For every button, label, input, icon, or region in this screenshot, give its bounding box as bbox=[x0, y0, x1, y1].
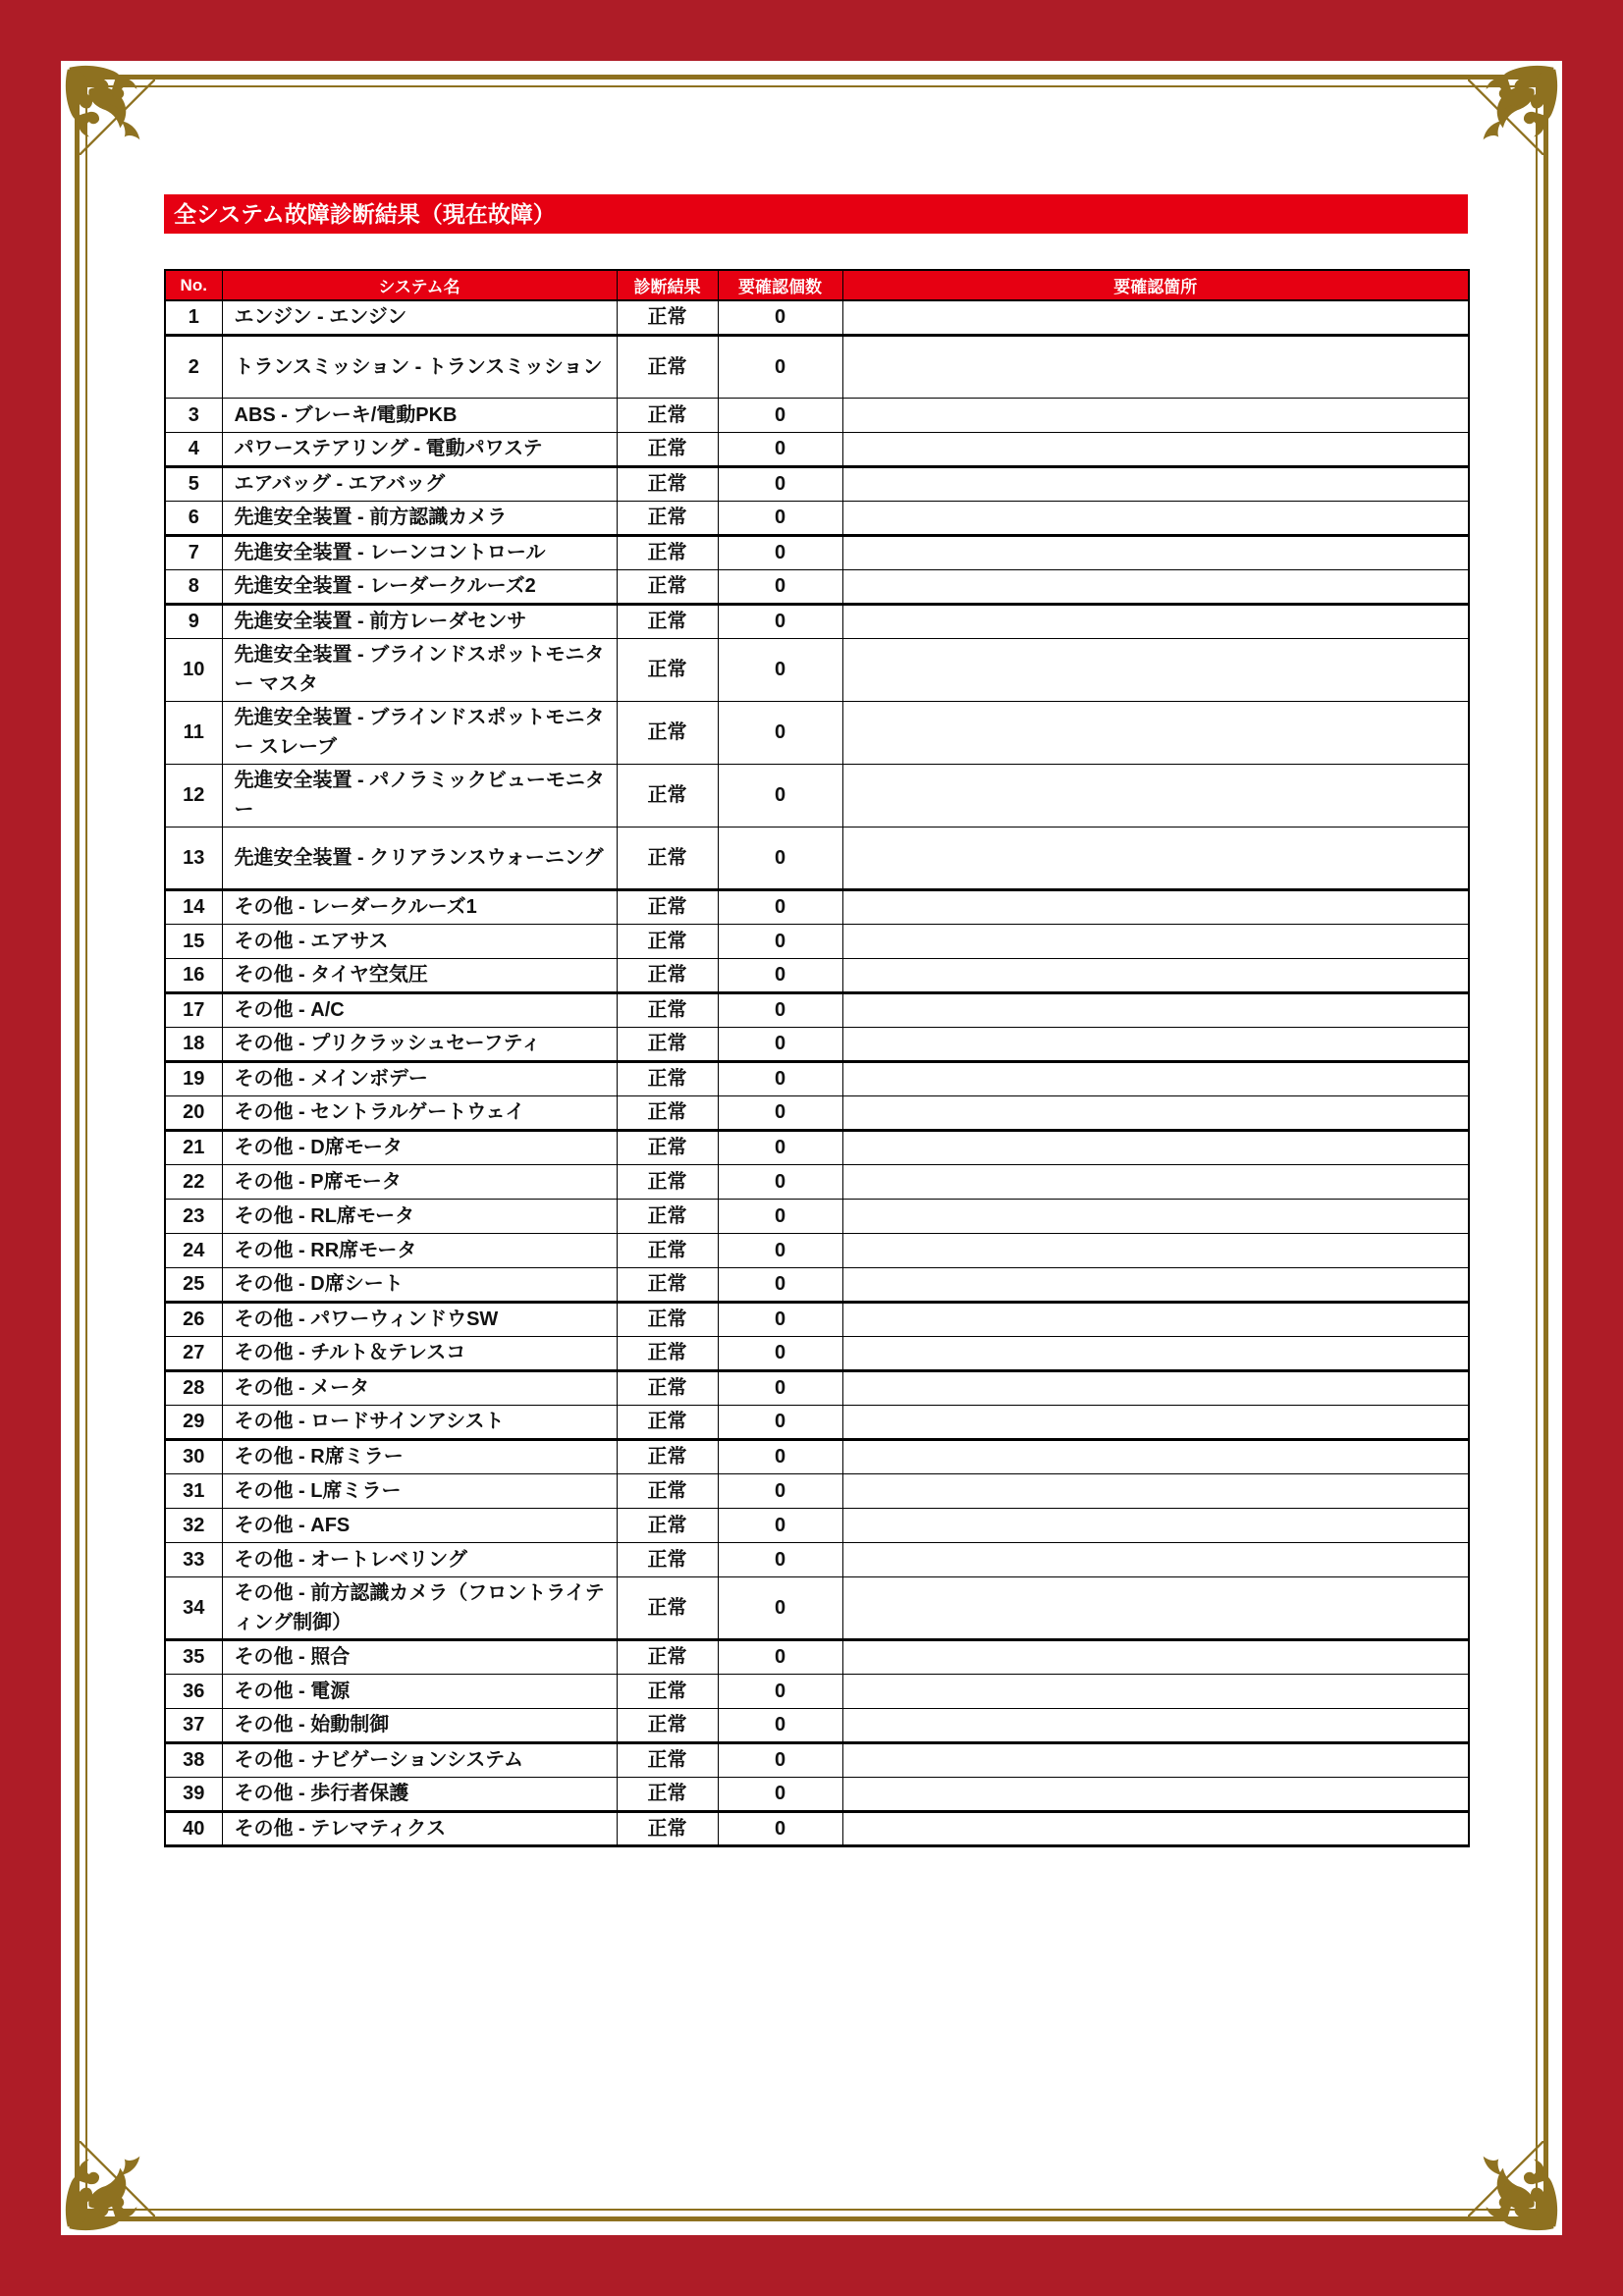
diagnosis-result-cell: 正常 bbox=[617, 1233, 718, 1267]
table-row bbox=[165, 569, 1469, 604]
table-row bbox=[165, 1708, 1469, 1742]
system-name-cell: トランスミッション - トランスミッション bbox=[222, 335, 617, 398]
check-location-cell bbox=[842, 1370, 1469, 1405]
system-name-cell: 先進安全装置 - 前方レーダセンサ bbox=[222, 604, 617, 638]
check-count-cell: 0 bbox=[718, 1811, 842, 1845]
system-name-cell: 先進安全装置 - レーンコントロール bbox=[222, 535, 617, 569]
check-location-cell bbox=[842, 300, 1469, 335]
row-number: 19 bbox=[165, 1061, 222, 1095]
row-number: 26 bbox=[165, 1302, 222, 1336]
check-count-cell: 0 bbox=[718, 1164, 842, 1199]
diagnosis-result-cell: 正常 bbox=[617, 335, 718, 398]
check-count-cell: 0 bbox=[718, 764, 842, 827]
system-name-cell: その他 - タイヤ空気圧 bbox=[222, 958, 617, 992]
check-location-cell bbox=[842, 335, 1469, 398]
table-row bbox=[165, 1777, 1469, 1811]
table-row bbox=[165, 1095, 1469, 1130]
check-count-cell: 0 bbox=[718, 701, 842, 764]
check-location-cell bbox=[842, 889, 1469, 924]
diagnosis-result-cell: 正常 bbox=[617, 300, 718, 335]
check-count-cell: 0 bbox=[718, 1508, 842, 1542]
check-location-cell bbox=[842, 398, 1469, 432]
system-name-cell: パワーステアリング - 電動パワステ bbox=[222, 432, 617, 466]
check-count-cell: 0 bbox=[718, 638, 842, 701]
check-location-cell bbox=[842, 1267, 1469, 1302]
check-location-cell bbox=[842, 992, 1469, 1027]
table-row bbox=[165, 398, 1469, 432]
check-location-cell bbox=[842, 1742, 1469, 1777]
check-count-cell: 0 bbox=[718, 335, 842, 398]
diagnosis-result-cell: 正常 bbox=[617, 958, 718, 992]
row-number: 27 bbox=[165, 1336, 222, 1370]
check-count-cell: 0 bbox=[718, 398, 842, 432]
check-location-cell bbox=[842, 1164, 1469, 1199]
row-number: 38 bbox=[165, 1742, 222, 1777]
table-row bbox=[165, 1061, 1469, 1095]
system-name-cell: その他 - チルト＆テレスコ bbox=[222, 1336, 617, 1370]
check-location-cell bbox=[842, 1199, 1469, 1233]
check-count-cell: 0 bbox=[718, 1542, 842, 1576]
system-name-cell: その他 - D席シート bbox=[222, 1267, 617, 1302]
system-name-cell: その他 - 前方認識カメラ（フロントライティング制御） bbox=[222, 1576, 617, 1639]
row-number: 22 bbox=[165, 1164, 222, 1199]
header-system-name: システム名 bbox=[222, 270, 617, 300]
header-no: No. bbox=[165, 270, 222, 300]
table-row bbox=[165, 1508, 1469, 1542]
table-row bbox=[165, 958, 1469, 992]
check-count-cell: 0 bbox=[718, 1336, 842, 1370]
table-row bbox=[165, 501, 1469, 535]
check-location-cell bbox=[842, 1811, 1469, 1845]
system-name-cell: その他 - R席ミラー bbox=[222, 1439, 617, 1473]
row-number: 35 bbox=[165, 1639, 222, 1674]
system-name-cell: その他 - D席モータ bbox=[222, 1130, 617, 1164]
corner-ornament-top-left bbox=[65, 65, 155, 155]
system-name-cell: 先進安全装置 - ブラインドスポットモニター マスタ bbox=[222, 638, 617, 701]
table-row bbox=[165, 764, 1469, 827]
system-name-cell: 先進安全装置 - ブラインドスポットモニター スレーブ bbox=[222, 701, 617, 764]
system-name-cell: 先進安全装置 - パノラミックビューモニター bbox=[222, 764, 617, 827]
check-count-cell: 0 bbox=[718, 889, 842, 924]
table-row bbox=[165, 1199, 1469, 1233]
check-location-cell bbox=[842, 1061, 1469, 1095]
check-count-cell: 0 bbox=[718, 1639, 842, 1674]
row-number: 33 bbox=[165, 1542, 222, 1576]
check-location-cell bbox=[842, 1336, 1469, 1370]
system-name-cell: その他 - AFS bbox=[222, 1508, 617, 1542]
check-count-cell: 0 bbox=[718, 466, 842, 501]
row-number: 16 bbox=[165, 958, 222, 992]
system-name-cell: その他 - テレマティクス bbox=[222, 1811, 617, 1845]
check-location-cell bbox=[842, 1542, 1469, 1576]
check-count-cell: 0 bbox=[718, 1199, 842, 1233]
table-row bbox=[165, 335, 1469, 398]
diagnosis-result-cell: 正常 bbox=[617, 1508, 718, 1542]
diagnosis-result-cell: 正常 bbox=[617, 1027, 718, 1061]
corner-ornament-top-right bbox=[1468, 65, 1558, 155]
row-number: 10 bbox=[165, 638, 222, 701]
row-number: 40 bbox=[165, 1811, 222, 1845]
check-location-cell bbox=[842, 827, 1469, 889]
system-name-cell: その他 - 照合 bbox=[222, 1639, 617, 1674]
row-number: 17 bbox=[165, 992, 222, 1027]
table-row bbox=[165, 1576, 1469, 1639]
system-name-cell: その他 - パワーウィンドウSW bbox=[222, 1302, 617, 1336]
check-location-cell bbox=[842, 1777, 1469, 1811]
row-number: 12 bbox=[165, 764, 222, 827]
table-row bbox=[165, 1473, 1469, 1508]
row-number: 4 bbox=[165, 432, 222, 466]
row-number: 3 bbox=[165, 398, 222, 432]
system-name-cell: 先進安全装置 - 前方認識カメラ bbox=[222, 501, 617, 535]
header-check-location: 要確認箇所 bbox=[842, 270, 1469, 300]
row-number: 21 bbox=[165, 1130, 222, 1164]
corner-ornament-bottom-left bbox=[65, 2141, 155, 2231]
system-name-cell: その他 - メータ bbox=[222, 1370, 617, 1405]
diagnosis-result-cell: 正常 bbox=[617, 1061, 718, 1095]
table-row bbox=[165, 1164, 1469, 1199]
check-location-cell bbox=[842, 1405, 1469, 1439]
check-count-cell: 0 bbox=[718, 1439, 842, 1473]
check-location-cell bbox=[842, 1130, 1469, 1164]
check-count-cell: 0 bbox=[718, 432, 842, 466]
check-location-cell bbox=[842, 764, 1469, 827]
table-row bbox=[165, 432, 1469, 466]
table-row bbox=[165, 1742, 1469, 1777]
row-number: 31 bbox=[165, 1473, 222, 1508]
table-row bbox=[165, 1542, 1469, 1576]
check-location-cell bbox=[842, 1095, 1469, 1130]
system-name-cell: 先進安全装置 - レーダークルーズ2 bbox=[222, 569, 617, 604]
row-number: 24 bbox=[165, 1233, 222, 1267]
system-name-cell: その他 - RR席モータ bbox=[222, 1233, 617, 1267]
check-count-cell: 0 bbox=[718, 1267, 842, 1302]
check-count-cell: 0 bbox=[718, 1130, 842, 1164]
system-name-cell: その他 - A/C bbox=[222, 992, 617, 1027]
diagnosis-result-cell: 正常 bbox=[617, 1777, 718, 1811]
diagnosis-result-cell: 正常 bbox=[617, 1302, 718, 1336]
diagnosis-result-cell: 正常 bbox=[617, 1439, 718, 1473]
check-count-cell: 0 bbox=[718, 300, 842, 335]
table-row bbox=[165, 1405, 1469, 1439]
table-row bbox=[165, 1027, 1469, 1061]
check-location-cell bbox=[842, 501, 1469, 535]
table-row bbox=[165, 1639, 1469, 1674]
check-location-cell bbox=[842, 535, 1469, 569]
check-count-cell: 0 bbox=[718, 958, 842, 992]
check-location-cell bbox=[842, 1302, 1469, 1336]
check-location-cell bbox=[842, 1233, 1469, 1267]
table-row bbox=[165, 1439, 1469, 1473]
page-title: 全システム故障診断結果（現在故障） bbox=[174, 201, 556, 227]
row-number: 6 bbox=[165, 501, 222, 535]
diagnosis-result-cell: 正常 bbox=[617, 466, 718, 501]
table-row bbox=[165, 924, 1469, 958]
table-row bbox=[165, 1674, 1469, 1708]
row-number: 39 bbox=[165, 1777, 222, 1811]
system-name-cell: ABS - ブレーキ/電動PKB bbox=[222, 398, 617, 432]
check-count-cell: 0 bbox=[718, 535, 842, 569]
check-count-cell: 0 bbox=[718, 1742, 842, 1777]
table-header-row bbox=[165, 270, 1469, 300]
diagnosis-result-cell: 正常 bbox=[617, 924, 718, 958]
check-location-cell bbox=[842, 569, 1469, 604]
table-row bbox=[165, 638, 1469, 701]
row-number: 20 bbox=[165, 1095, 222, 1130]
system-name-cell: 先進安全装置 - クリアランスウォーニング bbox=[222, 827, 617, 889]
check-location-cell bbox=[842, 1674, 1469, 1708]
diagnosis-result-cell: 正常 bbox=[617, 1473, 718, 1508]
check-count-cell: 0 bbox=[718, 1061, 842, 1095]
table-row bbox=[165, 1267, 1469, 1302]
table-row bbox=[165, 1302, 1469, 1336]
system-name-cell: その他 - RL席モータ bbox=[222, 1199, 617, 1233]
diagnosis-result-cell: 正常 bbox=[617, 1576, 718, 1639]
check-location-cell bbox=[842, 432, 1469, 466]
system-name-cell: その他 - セントラルゲートウェイ bbox=[222, 1095, 617, 1130]
row-number: 11 bbox=[165, 701, 222, 764]
row-number: 8 bbox=[165, 569, 222, 604]
diagnosis-result-cell: 正常 bbox=[617, 1095, 718, 1130]
diagnosis-result-cell: 正常 bbox=[617, 1370, 718, 1405]
check-location-cell bbox=[842, 1473, 1469, 1508]
diagnosis-result-cell: 正常 bbox=[617, 1336, 718, 1370]
check-count-cell: 0 bbox=[718, 1405, 842, 1439]
check-count-cell: 0 bbox=[718, 501, 842, 535]
check-count-cell: 0 bbox=[718, 924, 842, 958]
diagnosis-result-cell: 正常 bbox=[617, 827, 718, 889]
header-check-count: 要確認個数 bbox=[718, 270, 842, 300]
row-number: 30 bbox=[165, 1439, 222, 1473]
check-location-cell bbox=[842, 1439, 1469, 1473]
diagnosis-result-cell: 正常 bbox=[617, 1674, 718, 1708]
check-location-cell bbox=[842, 958, 1469, 992]
check-location-cell bbox=[842, 1576, 1469, 1639]
system-name-cell: その他 - メインボデー bbox=[222, 1061, 617, 1095]
diagnosis-result-cell: 正常 bbox=[617, 1405, 718, 1439]
diagnosis-result-cell: 正常 bbox=[617, 764, 718, 827]
diagnosis-result-cell: 正常 bbox=[617, 1708, 718, 1742]
corner-ornament-bottom-right bbox=[1468, 2141, 1558, 2231]
system-name-cell: その他 - 歩行者保護 bbox=[222, 1777, 617, 1811]
check-location-cell bbox=[842, 1708, 1469, 1742]
check-location-cell bbox=[842, 1508, 1469, 1542]
table-row bbox=[165, 1130, 1469, 1164]
system-name-cell: その他 - レーダークルーズ1 bbox=[222, 889, 617, 924]
diagnosis-result-cell: 正常 bbox=[617, 638, 718, 701]
check-count-cell: 0 bbox=[718, 569, 842, 604]
diagnosis-result-cell: 正常 bbox=[617, 1267, 718, 1302]
check-count-cell: 0 bbox=[718, 1302, 842, 1336]
diagnosis-result-cell: 正常 bbox=[617, 432, 718, 466]
check-count-cell: 0 bbox=[718, 1576, 842, 1639]
diagnosis-result-cell: 正常 bbox=[617, 569, 718, 604]
row-number: 13 bbox=[165, 827, 222, 889]
report-title-bar bbox=[164, 194, 1468, 234]
table-row bbox=[165, 1370, 1469, 1405]
check-location-cell bbox=[842, 924, 1469, 958]
row-number: 9 bbox=[165, 604, 222, 638]
table-row bbox=[165, 1233, 1469, 1267]
check-count-cell: 0 bbox=[718, 1674, 842, 1708]
row-number: 18 bbox=[165, 1027, 222, 1061]
check-location-cell bbox=[842, 604, 1469, 638]
row-number: 14 bbox=[165, 889, 222, 924]
diagnosis-result-cell: 正常 bbox=[617, 1639, 718, 1674]
diagnosis-result-cell: 正常 bbox=[617, 1164, 718, 1199]
row-number: 1 bbox=[165, 300, 222, 335]
check-count-cell: 0 bbox=[718, 1095, 842, 1130]
check-location-cell bbox=[842, 1639, 1469, 1674]
diagnosis-result-cell: 正常 bbox=[617, 992, 718, 1027]
check-location-cell bbox=[842, 466, 1469, 501]
check-location-cell bbox=[842, 701, 1469, 764]
row-number: 5 bbox=[165, 466, 222, 501]
check-count-cell: 0 bbox=[718, 827, 842, 889]
header-diagnosis-result: 診断結果 bbox=[617, 270, 718, 300]
diagnosis-result-cell: 正常 bbox=[617, 398, 718, 432]
row-number: 25 bbox=[165, 1267, 222, 1302]
system-name-cell: その他 - P席モータ bbox=[222, 1164, 617, 1199]
system-name-cell: その他 - 始動制御 bbox=[222, 1708, 617, 1742]
table-row bbox=[165, 1336, 1469, 1370]
check-count-cell: 0 bbox=[718, 992, 842, 1027]
system-name-cell: その他 - L席ミラー bbox=[222, 1473, 617, 1508]
diagnosis-result-cell: 正常 bbox=[617, 1811, 718, 1845]
check-count-cell: 0 bbox=[718, 604, 842, 638]
diagnosis-result-cell: 正常 bbox=[617, 1742, 718, 1777]
table-row bbox=[165, 701, 1469, 764]
check-count-cell: 0 bbox=[718, 1027, 842, 1061]
table-row bbox=[165, 992, 1469, 1027]
table-row bbox=[165, 300, 1469, 335]
row-number: 15 bbox=[165, 924, 222, 958]
diagnosis-result-cell: 正常 bbox=[617, 701, 718, 764]
system-name-cell: エンジン - エンジン bbox=[222, 300, 617, 335]
table-row bbox=[165, 466, 1469, 501]
diagnosis-result-cell: 正常 bbox=[617, 1199, 718, 1233]
check-location-cell bbox=[842, 1027, 1469, 1061]
table-row bbox=[165, 827, 1469, 889]
table-body bbox=[165, 300, 1469, 1845]
check-count-cell: 0 bbox=[718, 1233, 842, 1267]
table-row bbox=[165, 889, 1469, 924]
diagnosis-result-table bbox=[164, 269, 1470, 1847]
table-row bbox=[165, 604, 1469, 638]
row-number: 36 bbox=[165, 1674, 222, 1708]
check-count-cell: 0 bbox=[718, 1370, 842, 1405]
row-number: 2 bbox=[165, 335, 222, 398]
check-count-cell: 0 bbox=[718, 1777, 842, 1811]
diagnosis-result-cell: 正常 bbox=[617, 889, 718, 924]
check-count-cell: 0 bbox=[718, 1708, 842, 1742]
check-location-cell bbox=[842, 638, 1469, 701]
diagnosis-result-cell: 正常 bbox=[617, 604, 718, 638]
diagnosis-result-cell: 正常 bbox=[617, 535, 718, 569]
system-name-cell: その他 - 電源 bbox=[222, 1674, 617, 1708]
row-number: 29 bbox=[165, 1405, 222, 1439]
check-count-cell: 0 bbox=[718, 1473, 842, 1508]
row-number: 7 bbox=[165, 535, 222, 569]
system-name-cell: エアバッグ - エアバッグ bbox=[222, 466, 617, 501]
row-number: 23 bbox=[165, 1199, 222, 1233]
system-name-cell: その他 - ロードサインアシスト bbox=[222, 1405, 617, 1439]
diagnosis-result-cell: 正常 bbox=[617, 501, 718, 535]
system-name-cell: その他 - プリクラッシュセーフティ bbox=[222, 1027, 617, 1061]
table-row bbox=[165, 1811, 1469, 1845]
row-number: 34 bbox=[165, 1576, 222, 1639]
row-number: 37 bbox=[165, 1708, 222, 1742]
system-name-cell: その他 - エアサス bbox=[222, 924, 617, 958]
table-row bbox=[165, 535, 1469, 569]
diagnosis-result-cell: 正常 bbox=[617, 1542, 718, 1576]
diagnosis-result-cell: 正常 bbox=[617, 1130, 718, 1164]
system-name-cell: その他 - オートレベリング bbox=[222, 1542, 617, 1576]
system-name-cell: その他 - ナビゲーションシステム bbox=[222, 1742, 617, 1777]
row-number: 32 bbox=[165, 1508, 222, 1542]
row-number: 28 bbox=[165, 1370, 222, 1405]
